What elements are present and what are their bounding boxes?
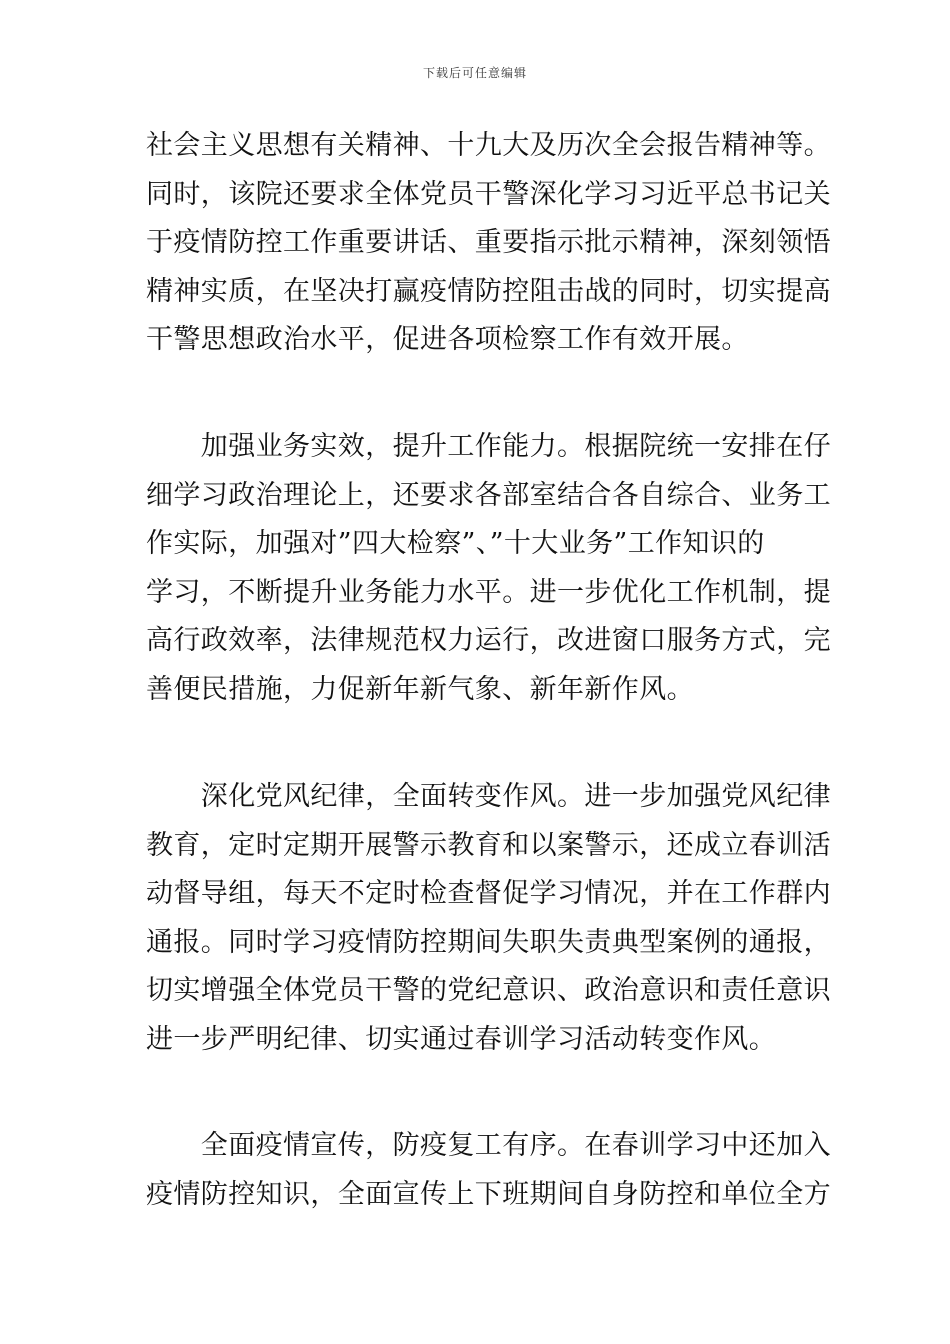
text-line: 社会主义思想有关精神、十九大及历次全会报告精神等。 (146, 130, 831, 161)
paragraph-2 (146, 423, 831, 714)
text-line: 高行政效率，法律规范权力运行，改进窗口服务方式，完 (146, 625, 831, 656)
text-line: 进一步严明纪律、切实通过春训学习活动转变作风。 (146, 1023, 777, 1055)
paragraph-4 (146, 1122, 831, 1219)
text-line: 切实增强全体党员干警的党纪意识、政治意识和责任意识 (146, 975, 831, 1006)
text-line: 善便民措施，力促新年新气象、新年新作风。 (146, 673, 694, 705)
page-header: 下载后可任意编辑 (422, 66, 527, 80)
text-line: 教育，定时定期开展警示教育和以案警示，还成立春训活 (146, 829, 831, 861)
text-line: 深化党风纪律，全面转变作风。进一步加强党风纪律 (146, 781, 831, 812)
text-line: 精神实质，在坚决打赢疫情防控阻击战的同时，切实提高 (146, 275, 831, 307)
text-line: 同时，该院还要求全体党员干警深化学习习近平总书记关 (146, 178, 831, 210)
text-line: 通报。同时学习疫情防控期间失职失责典型案例的通报， (146, 926, 831, 958)
text-line: 干警思想政治水平，促进各项检察工作有效开展。 (146, 324, 749, 355)
text-line: 全面疫情宣传，防疫复工有序。在春训学习中还加入 (146, 1130, 831, 1161)
text-line: 作实际，加强对”四大检察”、”十大业务”工作知识的 (146, 528, 765, 559)
paragraph-1 (146, 122, 831, 365)
text-line: 于疫情防控工作重要讲话、重要指示批示精神，深刻领悟 (146, 227, 831, 258)
text-line: 疫情防控知识，全面宣传上下班期间自身防控和单位全方 (146, 1178, 831, 1210)
text-line: 学习，不断提升业务能力水平。进一步优化工作机制，提 (146, 576, 831, 608)
text-line: 动督导组，每天不定时检查督促学习情况，并在工作群内 (146, 878, 831, 909)
paragraph-3 (146, 773, 831, 1064)
text-line: 细学习政治理论上，还要求各部室结合各自综合、业务工 (146, 479, 831, 511)
text-line: 加强业务实效，提升工作能力。根据院统一安排在仔 (146, 431, 831, 462)
